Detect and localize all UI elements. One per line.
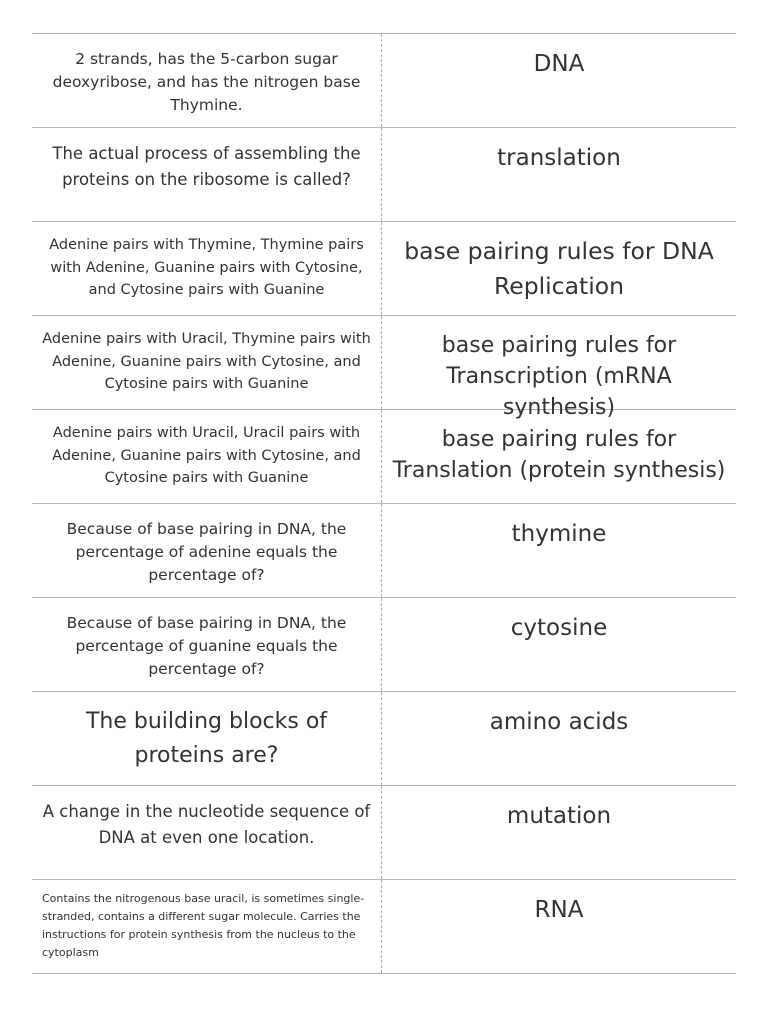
card-definition: translation <box>497 145 621 171</box>
card-definition: DNA <box>533 51 585 77</box>
card-definition: cytosine <box>510 615 608 641</box>
flashcard-row <box>32 786 736 880</box>
flashcard-row <box>32 128 736 222</box>
card-definition: amino acids <box>489 709 629 735</box>
card-definition: mutation <box>506 803 612 829</box>
flashcard-row <box>32 316 736 420</box>
card-definition: RNA <box>534 897 584 923</box>
flashcard-row <box>32 504 736 598</box>
card-term: Adenine pairs with Uracil, Thymine pairs with Adenine, Guanine pairs with Cytosine, and Cytosine pairs with Guanine <box>32 316 382 409</box>
flashcard-row <box>32 692 736 786</box>
card-term: The building blocks of proteins are? <box>32 692 382 785</box>
flashcard-row <box>32 598 736 692</box>
card-term: A change in the nucleotide sequence of DNA at even one location. <box>32 786 382 879</box>
card-term: 2 strands, has the 5-carbon sugar deoxyribose, and has the nitrogen base Thymine. <box>32 34 382 127</box>
card-definition: base pairing rules for Transcription (mRNA synthesis) <box>441 333 677 420</box>
card-term: The actual process of assembling the proteins on the ribosome is called? <box>32 128 382 221</box>
card-definition: base pairing rules for DNA Replication <box>404 237 714 300</box>
flashcard-sheet <box>32 33 736 974</box>
card-term: Contains the nitrogenous base uracil, is sometimes single-stranded, contains a different sugar molecule. Carries the instructions for protein synthesis from the nucleus to the cytoplasm <box>32 880 382 973</box>
card-term: Adenine pairs with Thymine, Thymine pairs with Adenine, Guanine pairs with Cytosine, and Cytosine pairs with Guanine <box>32 222 382 315</box>
card-definition: base pairing rules for Translation (protein synthesis) <box>392 427 726 483</box>
flashcard-row <box>32 34 736 128</box>
card-term: Because of base pairing in DNA, the percentage of adenine equals the percentage of? <box>32 504 382 597</box>
flashcard-row <box>32 222 736 316</box>
card-definition: thymine <box>511 521 607 547</box>
card-term: Because of base pairing in DNA, the percentage of guanine equals the percentage of? <box>32 598 382 691</box>
flashcard-row <box>32 410 736 504</box>
flashcard-row <box>32 880 736 974</box>
card-term: Adenine pairs with Uracil, Uracil pairs with Adenine, Guanine pairs with Cytosine, and Cytosine pairs with Guanine <box>32 410 382 503</box>
